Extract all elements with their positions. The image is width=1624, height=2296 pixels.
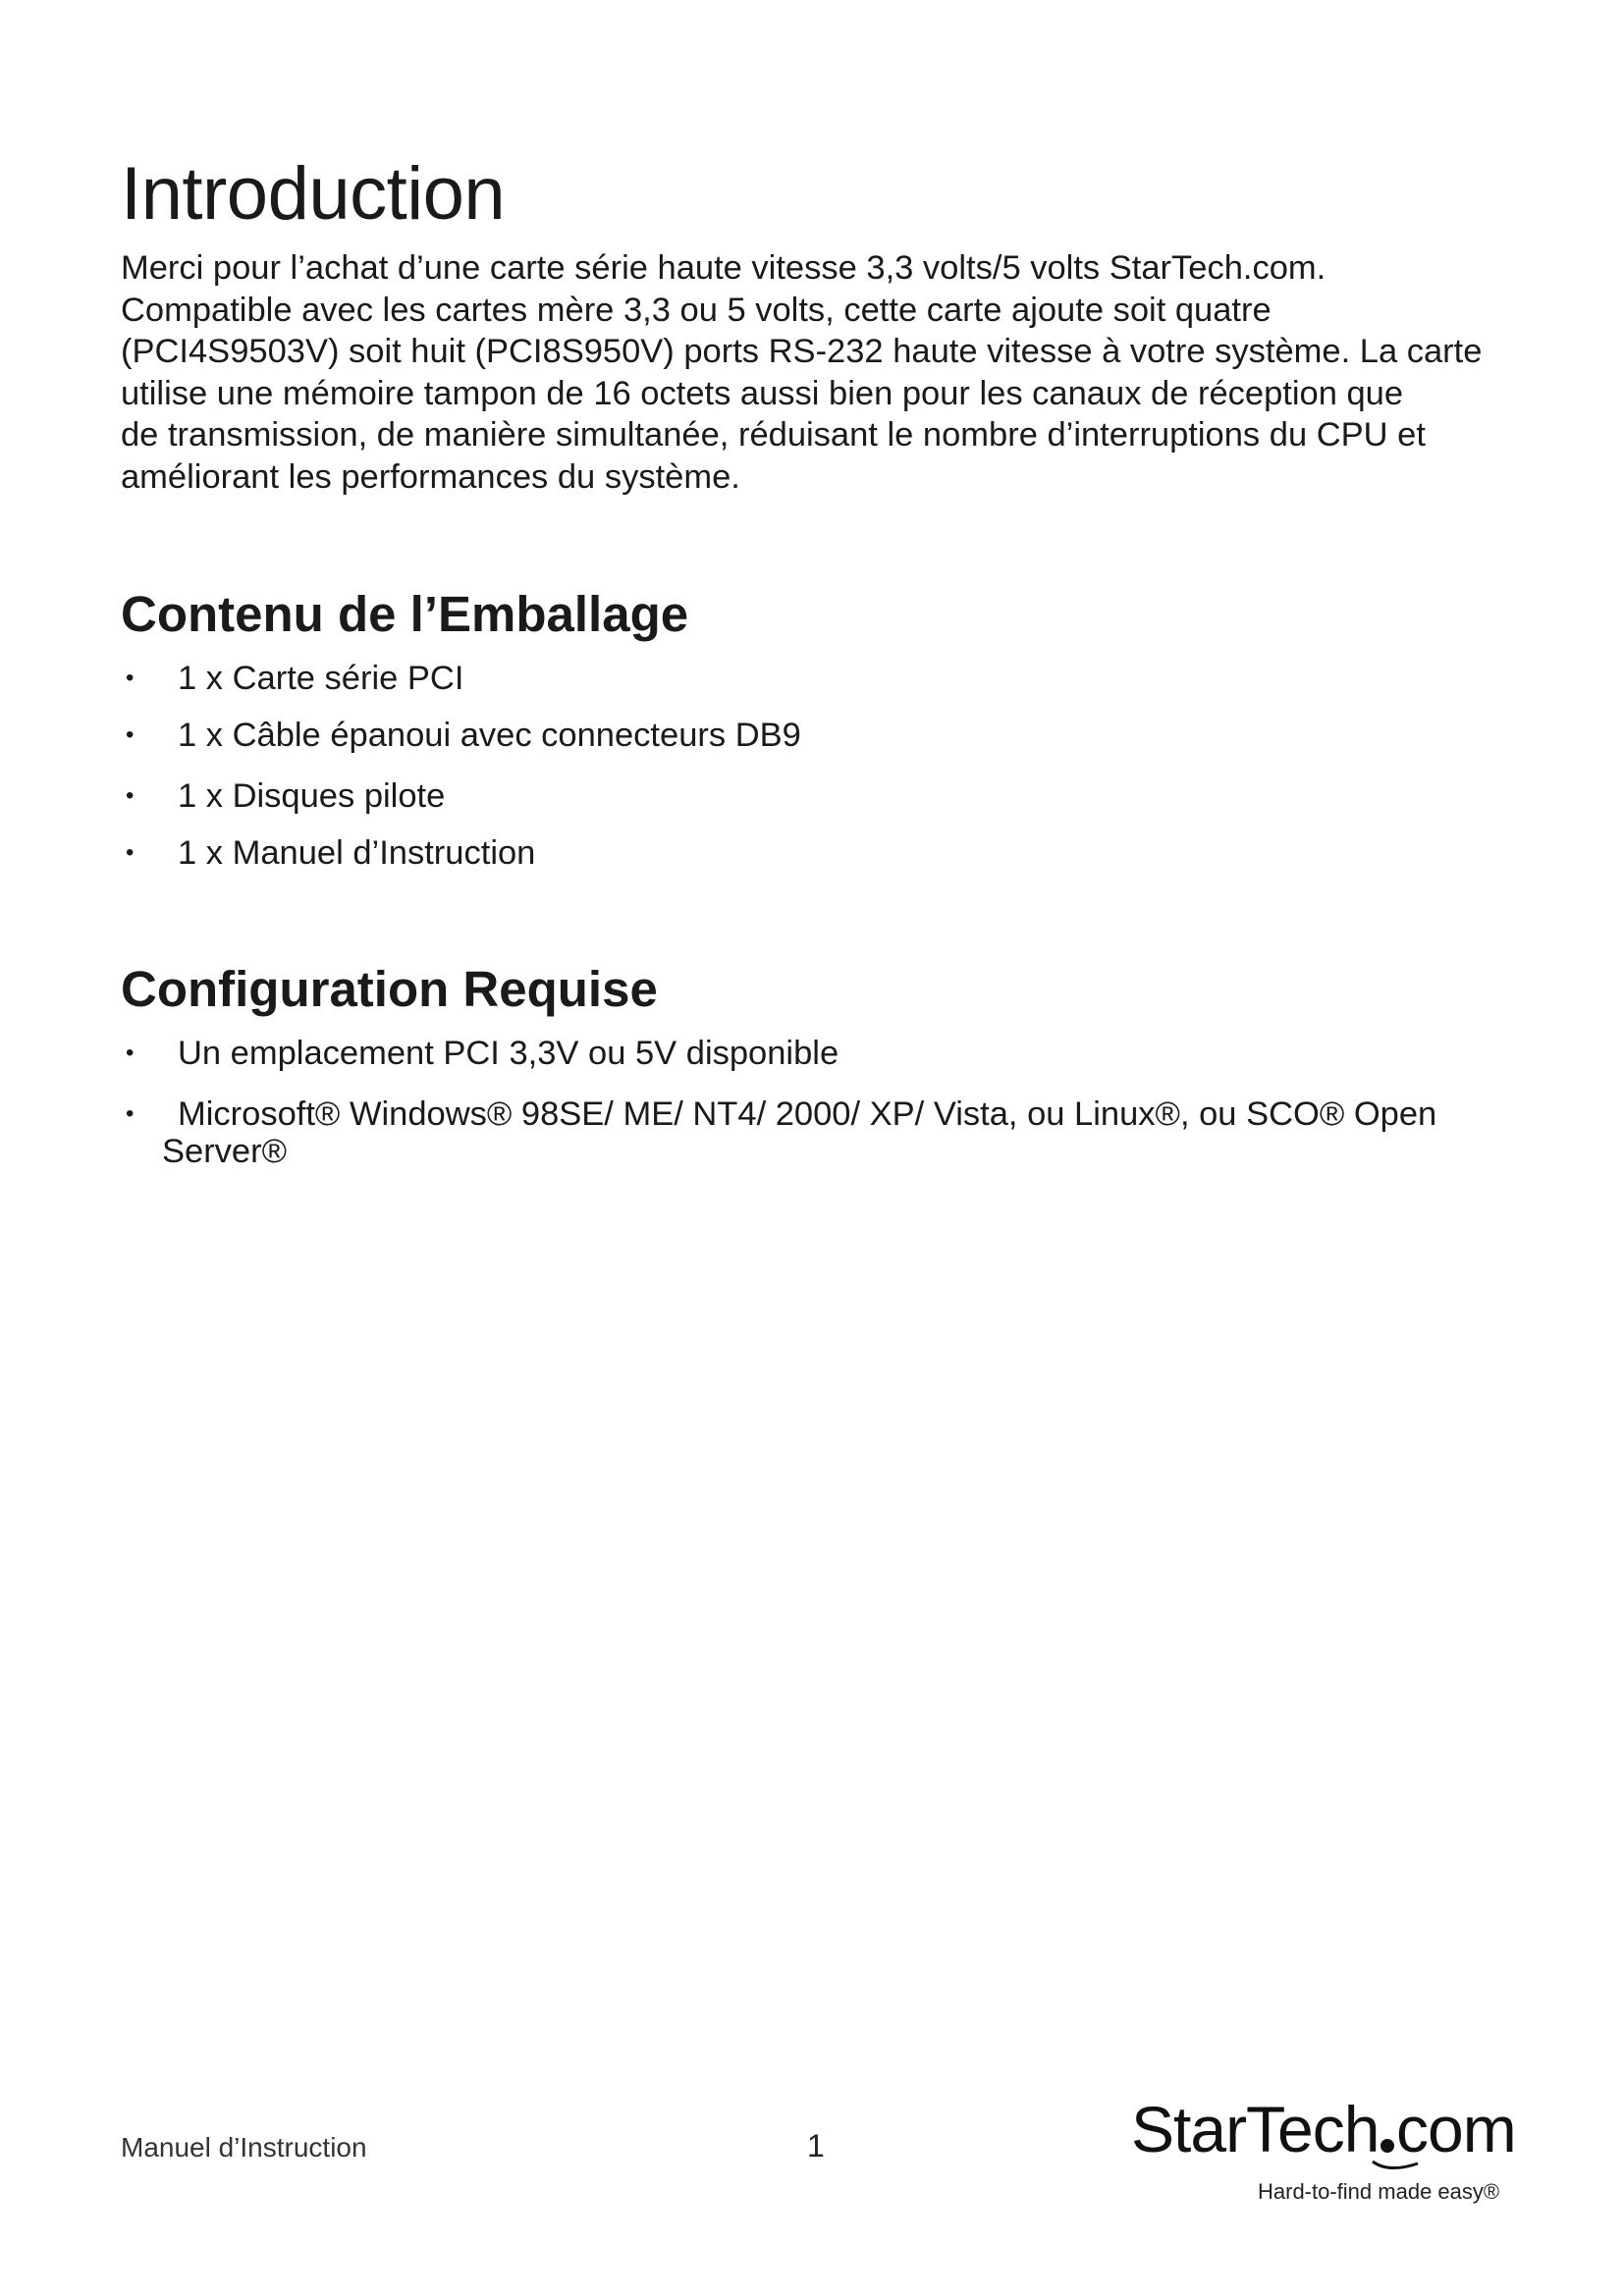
list-item-text: 1 x Manuel d’Instruction <box>178 834 536 872</box>
intro-line: Compatible avec les cartes mère 3,3 ou 5 volts, cette carte ajoute soit quatre <box>121 291 1272 329</box>
list-item-text: 1 x Carte série PCI <box>178 660 464 697</box>
package-contents-list <box>121 660 1535 872</box>
package-contents-heading: Contenu de l’Emballage <box>121 586 689 642</box>
intro-line: améliorant les performances du système. <box>121 457 740 496</box>
bullet-icon: • <box>126 721 135 748</box>
list-item-continuation: Server® <box>162 1133 288 1170</box>
bullet-icon: • <box>126 839 135 866</box>
svg-text:Hard-to-find made easy®: Hard-to-find made easy® <box>1258 2179 1500 2204</box>
svg-text:com: com <box>1396 2093 1516 2165</box>
requirements-list <box>121 1035 1535 1170</box>
list-item <box>121 834 1535 872</box>
list-item <box>121 1035 1535 1072</box>
intro-line: de transmission, de manière simultanée, réduisant le nombre d’interruptions du CPU et <box>121 416 1426 454</box>
intro-paragraph <box>121 247 1535 498</box>
bullet-icon: • <box>126 665 135 691</box>
list-item-text: 1 x Câble épanoui avec connecteurs DB9 <box>178 717 801 754</box>
startech-logo <box>1131 2089 1524 2207</box>
page-title: Introduction <box>121 152 506 236</box>
list-item-text: Un emplacement PCI 3,3V ou 5V disponible <box>178 1035 839 1072</box>
page-number: 1 <box>807 2128 825 2163</box>
intro-line: utilise une mémoire tampon de 16 octets aussi bien pour les canaux de réception que <box>121 374 1404 412</box>
list-item <box>121 777 1535 815</box>
bullet-icon: • <box>126 782 135 809</box>
requirements-heading: Configuration Requise <box>121 961 658 1017</box>
svg-text:StarTech: StarTech <box>1131 2093 1380 2165</box>
list-item-text: 1 x Disques pilote <box>178 777 446 815</box>
list-item <box>121 660 1535 697</box>
list-item-text: Microsoft® Windows® 98SE/ ME/ NT4/ 2000/ XP/ Vista, ou Linux®, ou SCO® Open <box>178 1095 1437 1133</box>
list-item <box>121 1095 1535 1170</box>
footer-manual-label: Manuel d’Instruction <box>121 2132 367 2163</box>
intro-line: (PCI4S9503V) soit huit (PCI8S950V) ports RS-232 haute vitesse à votre système. La carte <box>121 333 1483 370</box>
bullet-icon: • <box>126 1100 135 1127</box>
list-item <box>121 717 1535 754</box>
intro-line: Merci pour l’achat d’une carte série haute vitesse 3,3 volts/5 volts StarTech.com. <box>121 249 1326 287</box>
bullet-icon: • <box>126 1040 135 1066</box>
